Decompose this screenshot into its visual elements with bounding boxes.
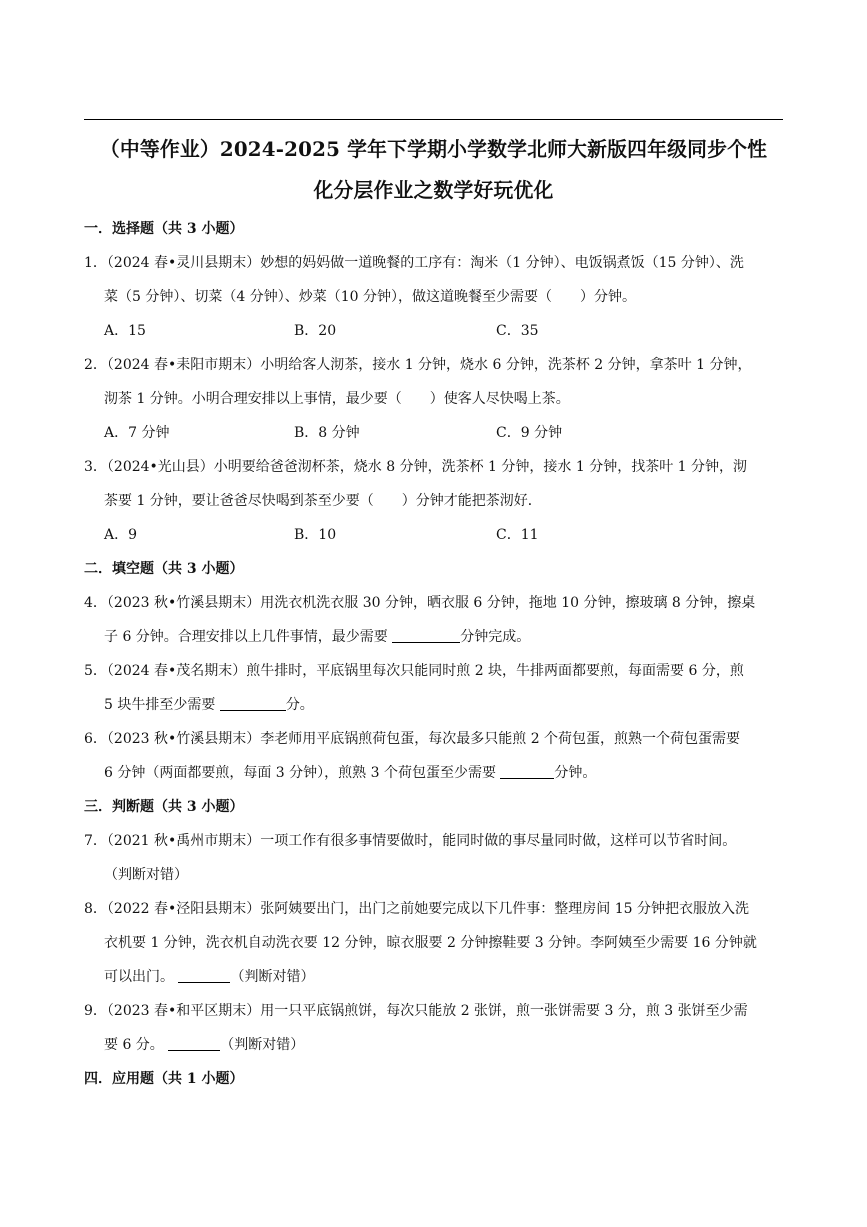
question-6-line-1: 6．（2023 秋•竹溪县期末）李老师用平底锅煎荷包蛋，每次最多只能煎 2 个荷包蛋，煎熟一个荷包蛋需要 xyxy=(84,731,741,747)
question-3-option-c: C．11 xyxy=(496,527,539,543)
question-1-line-2: 菜（5 分钟）、切菜（4 分钟）、炒菜（10 分钟），做这道晚餐至少需要（ ）分钟。 xyxy=(104,289,636,305)
question-8-line-2: 衣机要 1 分钟，洗衣机自动洗衣要 12 分钟，晾衣服要 2 分钟擦鞋要 3 分钟。李阿姨至少需要 16 分钟就 xyxy=(104,935,757,951)
question-2-line-1: 2．（2024 春•耒阳市期末）小明给客人沏茶，接水 1 分钟，烧水 6 分钟，洗茶杯 2 分钟，拿茶叶 1 分钟， xyxy=(84,357,752,373)
question-8-text-after-blank: （判断对错） xyxy=(230,969,315,985)
section-heading-fill: 二．填空题（共 3 小题） xyxy=(84,561,244,577)
question-3-option-b: B．10 xyxy=(294,527,337,543)
section-heading-choice: 一．选择题（共 3 小题） xyxy=(84,221,244,237)
question-6-line-2 xyxy=(104,762,596,782)
question-4-line-1: 4．（2023 秋•竹溪县期末）用洗衣机洗衣服 30 分钟，晒衣服 6 分钟，拖地 10 分钟，擦玻璃 8 分钟，擦桌 xyxy=(84,595,756,611)
question-4-text-after-blank: 分钟完成。 xyxy=(460,629,531,645)
section-heading-application: 四．应用题（共 1 小题） xyxy=(84,1071,244,1087)
question-9-line-2 xyxy=(104,1034,304,1054)
question-3-option-a: A．9 xyxy=(104,527,138,543)
question-9-text-after-blank: （判断对错） xyxy=(220,1037,305,1053)
question-5-text-before-blank: 5 块牛排至少需要 xyxy=(104,697,220,713)
question-1-option-c: C．35 xyxy=(496,323,539,339)
question-2-option-c: C．9 分钟 xyxy=(496,425,563,441)
section-heading-judge: 三．判断题（共 3 小题） xyxy=(84,799,244,815)
document-title-line-2: 化分层作业之数学好玩优化 xyxy=(313,178,554,202)
question-8-text-before-blank: 可以出门。 xyxy=(104,969,179,985)
question-5-line-1: 5．（2024 春•茂名期末）煎牛排时，平底锅里每次只能同时煎 2 块，牛排两面都要煎，每面需要 6 分，煎 xyxy=(84,663,744,679)
question-8-line-1: 8．（2022 春•泾阳县期末）张阿姨要出门，出门之前她要完成以下几件事：整理房间 15 分钟把衣服放入洗 xyxy=(84,901,749,917)
question-6-answer-blank[interactable] xyxy=(500,764,554,779)
question-2-line-2: 沏茶 1 分钟。小明合理安排以上事情，最少要（ ）使客人尽快喝上茶。 xyxy=(104,391,570,407)
question-1-line-1: 1．（2024 春•灵川县期末）妙想的妈妈做一道晚餐的工序有：淘米（1 分钟）、电饭锅煮饭（15 分钟）、洗 xyxy=(84,255,744,271)
question-6-text-after-blank: 分钟。 xyxy=(554,765,597,781)
question-1-option-b: B．20 xyxy=(294,323,337,339)
question-9-text-before-blank: 要 6 分。 xyxy=(104,1037,169,1053)
question-7-line-1: 7．（2021 秋•禹州市期末）一项工作有很多事情要做时，能同时做的事尽量同时做，这样可以节省时间。 xyxy=(84,833,737,849)
question-4-text-before-blank: 子 6 分钟。合理安排以上几件事情，最少需要 xyxy=(104,629,393,645)
question-2-option-a: A．7 分钟 xyxy=(104,425,170,441)
question-2-option-b: B．8 分钟 xyxy=(294,425,360,441)
question-9-line-1: 9．（2023 春•和平区期末）用一只平底锅煎饼，每次只能放 2 张饼，煎一张饼需要 3 分，煎 3 张饼至少需 xyxy=(84,1003,748,1019)
question-5-answer-blank[interactable] xyxy=(220,696,286,711)
question-4-line-2 xyxy=(104,626,530,646)
document-title-line-1: （中等作业）2024-2025 学年下学期小学数学北师大新版四年级同步个性 xyxy=(99,137,768,161)
question-8-line-3 xyxy=(104,966,314,986)
question-5-text-after-blank: 分。 xyxy=(285,697,314,713)
question-1-option-a: A．15 xyxy=(104,323,146,339)
question-4-answer-blank[interactable] xyxy=(392,628,460,643)
question-6-text-before-blank: 6 分钟（两面都要煎，每面 3 分钟），煎熟 3 个荷包蛋至少需要 xyxy=(104,765,501,781)
question-9-answer-blank[interactable] xyxy=(168,1036,220,1051)
question-8-answer-blank[interactable] xyxy=(178,968,230,983)
question-3-line-1: 3．（2024•光山县）小明要给爸爸沏杯茶，烧水 8 分钟，洗茶杯 1 分钟，接水 1 分钟，找茶叶 1 分钟，沏 xyxy=(84,459,748,475)
header-rule xyxy=(84,119,783,120)
question-3-line-2: 茶要 1 分钟，要让爸爸尽快喝到茶至少要（ ）分钟才能把茶沏好． xyxy=(104,493,542,509)
question-5-line-2 xyxy=(104,694,314,714)
question-7-line-2: （判断对错） xyxy=(104,867,188,883)
